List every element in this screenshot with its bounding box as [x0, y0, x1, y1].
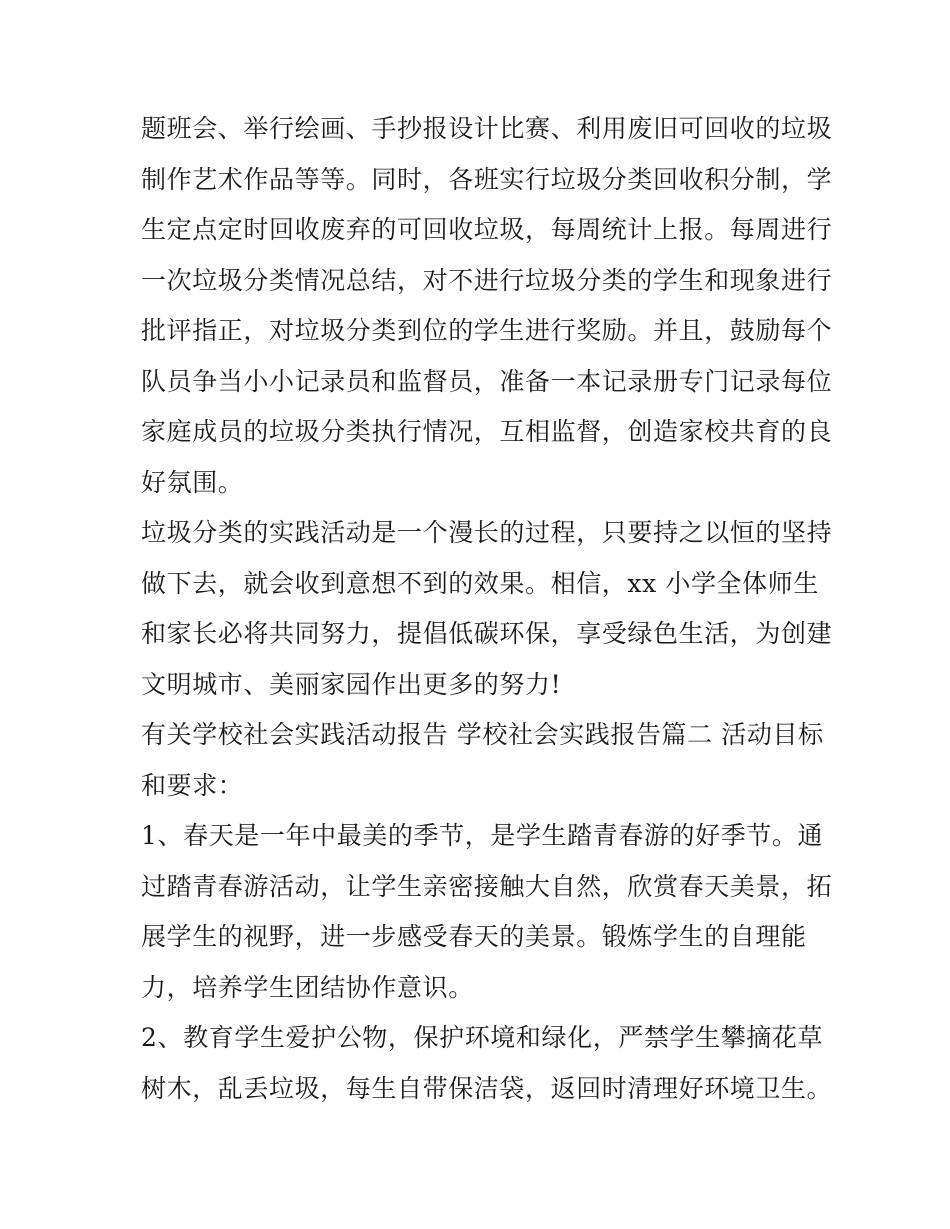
- text-line-11: 和家长必将共同努力，提倡低碳环保，享受绿色生活，为创建: [141, 619, 833, 648]
- section-heading-line-2: 和要求：: [141, 770, 244, 800]
- text-line-1: 题班会、举行绘画、手抄报设计比赛、利用废旧可回收的垃圾: [141, 114, 833, 143]
- section-heading-line-1: 有关学校社会实践活动报告 学校社会实践报告篇二 活动目标: [141, 720, 824, 749]
- document-body: [141, 104, 833, 1114]
- text-line-3: 生定点定时回收废弃的可回收垃圾，每周统计上报。每周进行: [141, 215, 833, 244]
- list-item-1-line-4: 力，培养学生团结协作意识。: [141, 972, 474, 1002]
- text-line-2: 制作艺术作品等等。同时，各班实行垃圾分类回收积分制，学: [141, 164, 833, 194]
- text-line-9: 垃圾分类的实践活动是一个漫长的过程，只要持之以恒的坚持: [141, 518, 833, 547]
- text-line-12: 文明城市、美丽家园作出更多的努力!: [141, 669, 562, 699]
- text-line-7: 家庭成员的垃圾分类执行情况，互相监督，创造家校共育的良: [141, 417, 833, 446]
- text-line-4: 一次垃圾分类情况总结，对不进行垃圾分类的学生和现象进行: [141, 265, 833, 295]
- list-item-2-line-1: 2、教育学生爱护公物，保护环境和绿化，严禁学生攀摘花草: [141, 1023, 824, 1052]
- list-item-1-line-3: 展学生的视野，进一步感受春天的美景。锻炼学生的自理能: [141, 922, 807, 951]
- list-item-1-line-1: 1、春天是一年中最美的季节，是学生踏青春游的好季节。通: [141, 821, 824, 850]
- text-line-5: 批评指正，对垃圾分类到位的学生进行奖励。并且，鼓励每个: [141, 316, 833, 345]
- text-line-10: 做下去，就会收到意想不到的效果。相信，xx 小学全体师生: [141, 568, 819, 598]
- list-item-2-line-2: 树木，乱丢垃圾，每生自带保洁袋，返回时清理好环境卫生。: [141, 1073, 833, 1103]
- text-line-8: 好氛围。: [141, 467, 244, 497]
- list-item-1-line-2: 过踏青春游活动，让学生亲密接触大自然，欣赏春天美景，拓: [141, 871, 833, 901]
- text-line-6: 队员争当小小记录员和监督员，准备一本记录册专门记录每位: [141, 366, 833, 396]
